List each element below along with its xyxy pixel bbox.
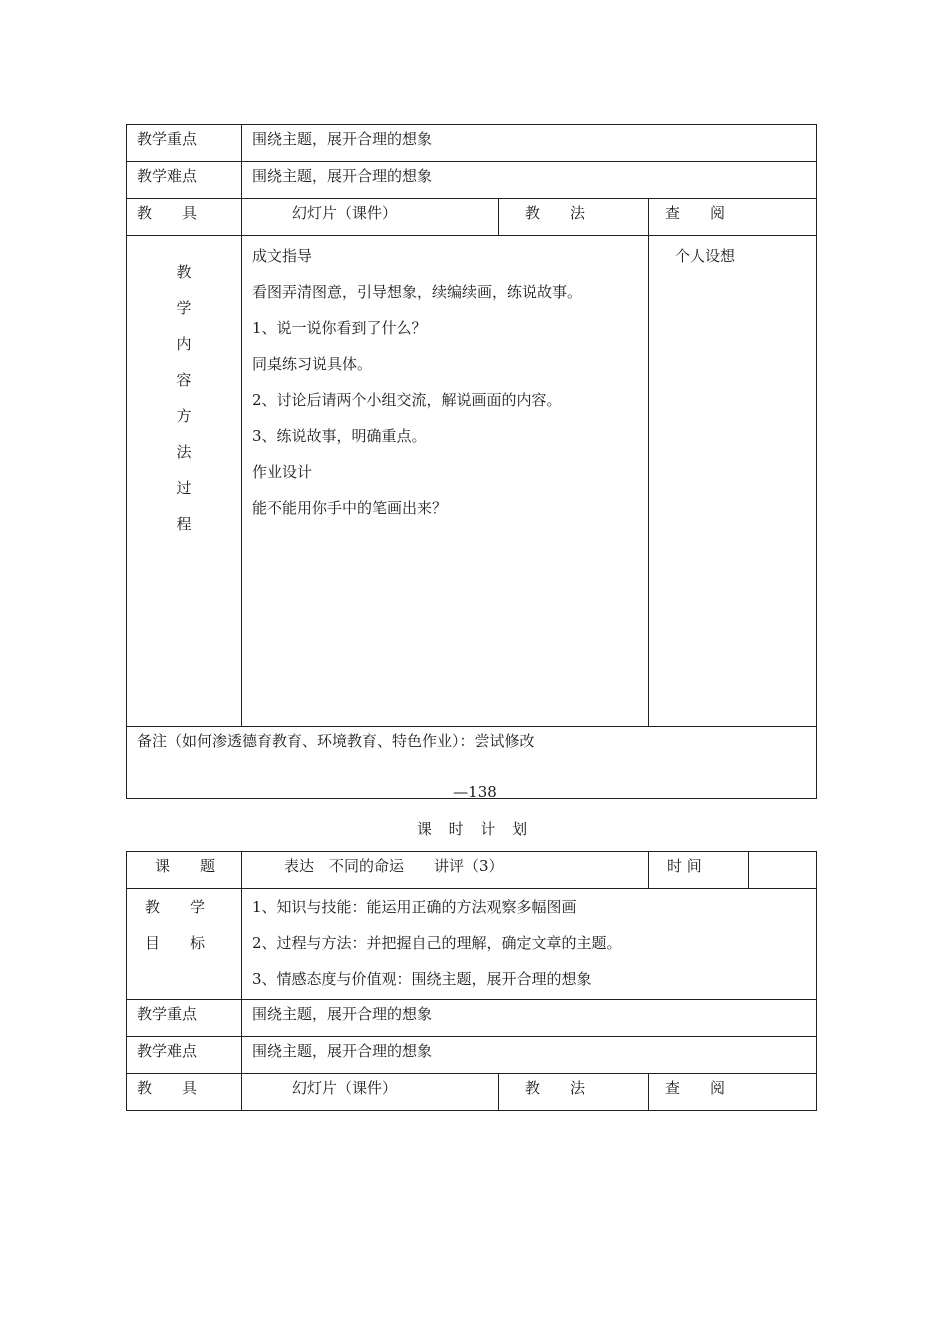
- method-label: 教 法: [499, 1074, 649, 1111]
- difficulty-row: [127, 1037, 817, 1074]
- process-label-char: 程: [176, 515, 192, 533]
- tools-row: [127, 1074, 817, 1111]
- key-point-value: 围绕主题，展开合理的想象: [242, 125, 817, 162]
- process-label-char: 容: [176, 371, 192, 389]
- process-line: 2、讨论后请两个小组交流，解说画面的内容。: [252, 391, 562, 409]
- process-row: [127, 236, 817, 727]
- difficulty-label: 教学难点: [127, 162, 242, 199]
- process-label-char: 内: [176, 335, 192, 353]
- goal-line: 2、过程与方法：并把握自己的理解，确定文章的主题。: [252, 934, 622, 952]
- tools-value: 幻灯片（课件）: [242, 1074, 499, 1111]
- time-label: 时 间: [649, 852, 749, 889]
- goal-line: 1、知识与技能：能运用正确的方法观察多幅图画: [252, 898, 577, 916]
- difficulty-row: [127, 162, 817, 199]
- process-line: 作业设计: [252, 463, 313, 481]
- tools-label: 教 具: [127, 1074, 242, 1111]
- goal-line: 3、情感态度与价值观：围绕主题，展开合理的想象: [252, 970, 592, 988]
- process-label-char: 法: [176, 443, 192, 461]
- topic-value: 表达 不同的命运 讲评（3）: [242, 852, 649, 889]
- process-line: 能不能用你手中的笔画出来？: [252, 499, 448, 517]
- difficulty-label: 教学难点: [127, 1037, 242, 1074]
- goals-label-line: 教 学: [145, 898, 206, 916]
- lesson-table-bottom: [126, 851, 817, 1111]
- process-line: 3、练说故事，明确重点。: [252, 427, 427, 445]
- key-point-row: [127, 125, 817, 162]
- process-label-char: 学: [176, 299, 192, 317]
- tools-row: [127, 199, 817, 236]
- goals-label: [127, 889, 242, 1000]
- key-point-value: 围绕主题，展开合理的想象: [242, 1000, 817, 1037]
- time-value: [749, 852, 817, 889]
- process-line: 成文指导: [252, 247, 313, 265]
- process-label: [127, 236, 242, 727]
- topic-label: 课 题: [127, 852, 242, 889]
- topic-row: [127, 852, 817, 889]
- process-label-char: 过: [176, 479, 192, 497]
- review-label: 查 阅: [649, 1074, 817, 1111]
- method-label: 教 法: [499, 199, 649, 236]
- key-point-label: 教学重点: [127, 125, 242, 162]
- process-label-char: 教: [176, 263, 192, 281]
- process-line: 同桌练习说具体。: [252, 355, 373, 373]
- difficulty-value: 围绕主题，展开合理的想象: [242, 1037, 817, 1074]
- process-label-char: 方: [176, 407, 192, 425]
- goals-content: [242, 889, 817, 1000]
- key-point-label: 教学重点: [127, 1000, 242, 1037]
- goals-row: [127, 889, 817, 1000]
- lesson-table-top: [126, 124, 817, 799]
- personal-notes-cell: [649, 236, 817, 727]
- plan-title: 课 时 计 划: [416, 820, 534, 838]
- personal-notes-label: 个人设想: [675, 247, 736, 265]
- tools-label: 教 具: [127, 199, 242, 236]
- goals-label-line: 目 标: [145, 934, 206, 952]
- difficulty-value: 围绕主题，展开合理的想象: [242, 162, 817, 199]
- key-point-row: [127, 1000, 817, 1037]
- tools-value: 幻灯片（课件）: [242, 199, 499, 236]
- review-label: 查 阅: [649, 199, 817, 236]
- page-number: —138: [453, 783, 497, 801]
- remarks: 备注（如何渗透德育教育、环境教育、特色作业）：尝试修改: [127, 727, 817, 799]
- process-line: 看图弄清图意，引导想象，续编续画，练说故事。: [252, 283, 583, 301]
- process-content: [242, 236, 649, 727]
- process-line: 1、说一说你看到了什么？: [252, 319, 427, 337]
